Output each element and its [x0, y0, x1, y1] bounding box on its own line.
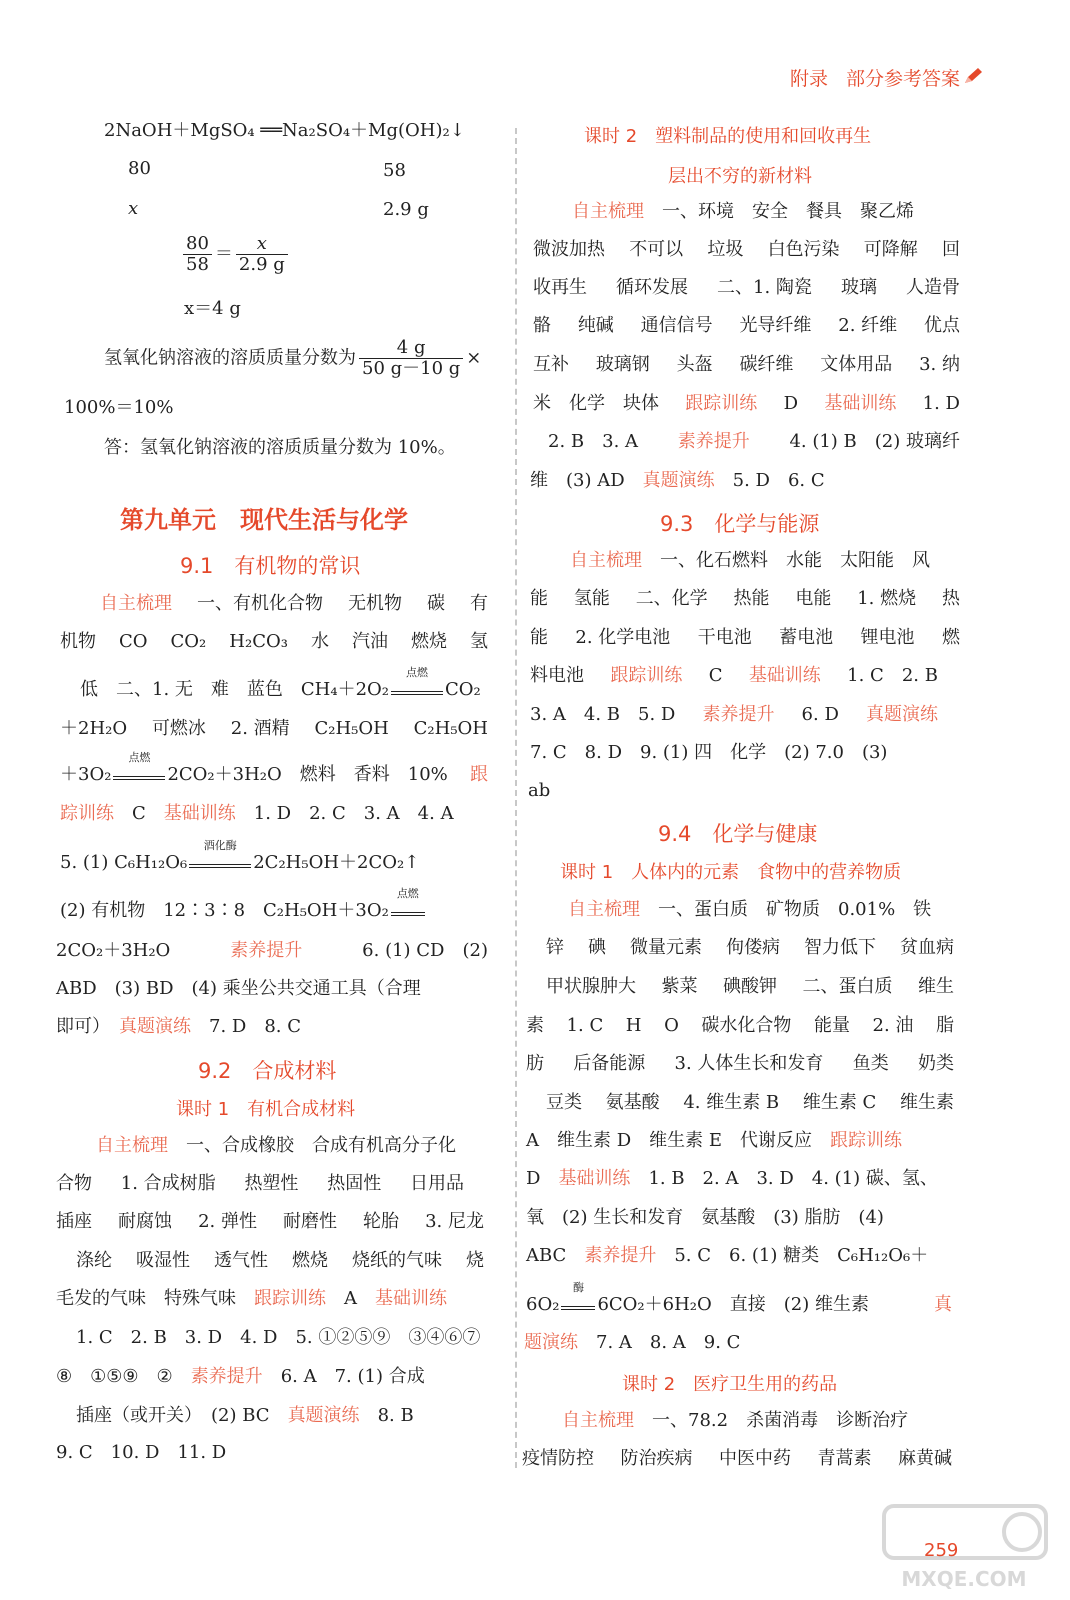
t: 紫菜	[661, 976, 698, 997]
label-genzong: 跟	[470, 764, 488, 785]
line-e1	[568, 897, 931, 923]
t: H	[625, 1015, 642, 1036]
t: 4. (1) B (2) 玻璃纤	[789, 431, 960, 452]
label-zizhu: 自主梳理	[570, 550, 642, 571]
t: 麻黄碱	[898, 1448, 952, 1469]
t: 能量	[813, 1015, 850, 1036]
line-b7	[56, 1364, 425, 1390]
line-c4	[533, 313, 960, 339]
t: 烧纸的气味	[352, 1250, 442, 1271]
line-e11	[526, 1281, 952, 1318]
t: 肪	[526, 1053, 544, 1074]
t: 1. 燃烧	[857, 588, 917, 609]
mass-den: 50 g－10 g	[362, 358, 461, 379]
t: 甲状腺肿大	[546, 976, 636, 997]
t: 1. C	[566, 1015, 604, 1036]
reaction-arrow	[113, 751, 165, 780]
t: H₂CO₃	[229, 631, 288, 652]
t: 轮胎	[363, 1211, 400, 1232]
t: 7. D 8. C	[209, 1016, 301, 1037]
line-c7	[548, 429, 960, 455]
t: 燃烧	[410, 631, 447, 652]
t: CO₂	[170, 631, 207, 652]
t: 干电池	[697, 627, 752, 648]
t: 6O₂	[526, 1294, 560, 1315]
t: D	[526, 1168, 541, 1189]
arrow-condition: 点燃	[406, 666, 429, 679]
t: 燃	[941, 627, 960, 648]
t: 1. D 2. C 3. A 4. A	[253, 803, 454, 824]
mass-fraction-line	[104, 338, 481, 379]
t: 2. 纤维	[838, 315, 898, 336]
label-zizhu: 自主梳理	[96, 1135, 168, 1156]
arrow-condition: 酒化酶	[203, 839, 237, 852]
line-a7	[60, 839, 420, 876]
line-e5	[526, 1051, 954, 1077]
t: 6. D	[801, 704, 839, 725]
t: 锂电池	[860, 627, 915, 648]
line-b1	[96, 1133, 456, 1159]
t: 不可以	[629, 239, 684, 260]
label-jichu: 基础训练	[748, 665, 821, 686]
t: 氢能	[573, 588, 610, 609]
t: 白色污染	[767, 239, 840, 260]
t: 互补	[533, 354, 569, 375]
t: 循环发展	[616, 277, 689, 298]
t: 维生	[918, 976, 954, 997]
t: 脂	[935, 1015, 954, 1036]
t: 智力低下	[804, 937, 876, 958]
t: 二、化学	[635, 588, 708, 609]
t: 2. 弹性	[198, 1211, 257, 1232]
t: 一、78.2 杀菌消毒 诊断治疗	[652, 1410, 909, 1431]
t: 通信信号	[640, 315, 713, 336]
line-e3	[546, 974, 954, 1000]
answer-line: 答：氢氧化钠溶液的溶质质量分数为 10%。	[104, 437, 456, 458]
t: 人造骨	[905, 277, 960, 298]
t: 收再生	[533, 277, 587, 298]
line-d7: ab	[528, 780, 551, 801]
t: 垃圾	[707, 239, 744, 260]
reaction-arrow	[391, 887, 425, 916]
t: 青蒿素	[817, 1448, 872, 1469]
label-jichu: 基础训练	[375, 1288, 447, 1309]
t: 3. 尼龙	[425, 1211, 484, 1232]
arrow-condition: 酶	[572, 1281, 584, 1294]
line-e9: 氧 (2) 生长和发育 氨基酸 (3) 脂肪 (4)	[526, 1207, 884, 1228]
label-genzong: 跟踪训练	[254, 1288, 326, 1309]
t: 涤纶	[76, 1250, 112, 1271]
t: 头盔	[676, 354, 713, 375]
line-a9	[56, 938, 488, 964]
lesson-9-4-2: 课时 2 医疗卫生用的药品	[622, 1374, 838, 1395]
ratio-mass: 2.9 g	[383, 199, 429, 220]
x-result: x＝4 g	[184, 298, 241, 319]
t: 低 二、1. 无 难 蓝色 CH₄＋2O₂	[80, 679, 390, 700]
t: A	[344, 1288, 357, 1309]
prop-num-1: 80	[183, 234, 212, 255]
header-appendix: 附录	[789, 68, 828, 90]
line-c3	[533, 275, 960, 301]
t: 维生素 C	[802, 1092, 877, 1113]
label-suyang: 素养提升	[230, 940, 303, 961]
line-d6: 7. C 8. D 9. (1) 四 化学 (2) 7.0 (3)	[530, 742, 888, 763]
section-9-4: 9.4 化学与健康	[658, 822, 818, 846]
t: 能	[530, 588, 548, 609]
watermark-logo	[880, 1500, 1050, 1595]
t: 维生素	[899, 1092, 954, 1113]
t: 1. D	[922, 393, 960, 414]
page-number: 259	[924, 1540, 959, 1561]
label-jichu: 基础训练	[558, 1168, 631, 1189]
line-c5	[533, 352, 960, 378]
t: 5. D 6. C	[732, 470, 825, 491]
label-suyang: 素养提升	[190, 1366, 263, 1387]
t: 水	[310, 631, 329, 652]
t: 吸湿性	[136, 1250, 190, 1271]
t: 2CO₂＋3H₂O	[56, 940, 171, 961]
t: 热能	[733, 588, 770, 609]
label-zizhu: 自主梳理	[568, 899, 640, 920]
line-a10: ABD (3) BD (4) 乘坐公共交通工具（合理	[56, 978, 421, 999]
reaction-arrow	[561, 1281, 595, 1310]
label-zhenti: 真题演练	[287, 1405, 360, 1426]
lesson-9-4-1: 课时 1 人体内的元素 食物中的营养物质	[560, 862, 902, 883]
section-9-1: 9.1 有机物的常识	[180, 554, 361, 578]
lesson-9-2-2: 课时 2 塑料制品的使用和回收再生	[584, 126, 872, 147]
label-zizhu: 自主梳理	[572, 201, 644, 222]
t: 防治疾病	[620, 1448, 693, 1469]
label-zhenti: 题演练	[524, 1332, 578, 1353]
label-suyang: 素养提升	[702, 704, 775, 725]
label-zhenti: 真题演练	[642, 470, 715, 491]
t: 微量元素	[630, 937, 702, 958]
t: 1. C 2. B	[847, 665, 938, 686]
t: 3. 纳	[919, 354, 960, 375]
line-c1	[572, 199, 914, 225]
t: 2. B 3. A	[548, 431, 639, 452]
lesson-9-2-1: 课时 1 有机合成材料	[176, 1099, 356, 1120]
t: C₂H₅OH	[314, 718, 389, 739]
t: 5. (1) C₆H₁₂O₆	[60, 852, 188, 873]
line-a1	[100, 591, 488, 617]
line-e10	[526, 1243, 928, 1269]
t: 插座（或开关） (2) BC	[76, 1405, 270, 1426]
t: 贫血病	[900, 937, 954, 958]
line-e4	[526, 1013, 954, 1039]
line-a5	[60, 751, 488, 788]
line-f2	[522, 1446, 952, 1472]
line-d4	[530, 663, 938, 689]
column-divider	[515, 128, 517, 1468]
label-jichu: 基础训练	[824, 393, 897, 414]
t: 中医中药	[719, 1448, 791, 1469]
line-b8	[76, 1403, 414, 1429]
ratio-x: x	[128, 198, 139, 219]
t: 日用品	[409, 1173, 464, 1194]
t: 一、蛋白质 矿物质 0.01% 铁	[658, 899, 932, 920]
label-zhenti: 真题演练	[865, 704, 938, 725]
t: 碳	[427, 593, 445, 614]
line-b6: 1. C 2. B 3. D 4. D 5. ①②⑤⑨ ③④⑥⑦	[76, 1327, 481, 1348]
t: 料电池	[530, 665, 584, 686]
line-b9: 9. C 10. D 11. D	[56, 1442, 227, 1463]
pencil-icon	[962, 66, 984, 86]
t: 豆类	[546, 1092, 582, 1113]
line-c6	[533, 391, 960, 417]
t: 能	[530, 627, 548, 648]
line-a4	[60, 716, 488, 742]
line-b4	[76, 1248, 484, 1274]
label-zizhu: 自主梳理	[100, 593, 172, 614]
section-9-3: 9.3 化学与能源	[660, 512, 820, 536]
t: 7. A 8. A 9. C	[596, 1332, 741, 1353]
line-e8	[526, 1166, 938, 1192]
t: 文体用品	[820, 354, 893, 375]
line-e7	[526, 1128, 902, 1154]
t: 合物	[56, 1173, 92, 1194]
label-zhenti: 真	[934, 1294, 952, 1315]
t: 碳纤维	[739, 354, 794, 375]
t: 玻璃钢	[595, 354, 650, 375]
t: ＋3O₂	[60, 764, 112, 785]
line-d1	[570, 548, 930, 574]
mass-num: 4 g	[359, 338, 463, 359]
t: 可降解	[863, 239, 918, 260]
t: 热固性	[327, 1173, 382, 1194]
line-c2	[533, 237, 960, 263]
line-c8	[530, 468, 825, 494]
t: 8. B	[377, 1405, 414, 1426]
t: 微波加热	[533, 239, 605, 260]
label-genzong: 跟踪训练	[830, 1130, 903, 1151]
t: 有	[470, 593, 488, 614]
t: 优点	[923, 315, 960, 336]
t: 电能	[795, 588, 832, 609]
t: C	[708, 665, 723, 686]
t: 光导纤维	[739, 315, 812, 336]
t: 一、环境 安全 餐具 聚乙烯	[662, 201, 914, 222]
equation-line: 2NaOH＋MgSO₄ ══Na₂SO₄＋Mg(OH)₂↓	[104, 120, 465, 141]
label-zizhu: 自主梳理	[562, 1410, 634, 1431]
line-b2	[56, 1171, 464, 1197]
t: 一、有机化合物	[197, 593, 323, 614]
t: 燃烧	[292, 1250, 328, 1271]
t: 2CO₂＋3H₂O 燃料 香料 10%	[167, 764, 448, 785]
t: C	[132, 803, 146, 824]
line-d3	[530, 625, 960, 651]
t: 汽油	[351, 631, 388, 652]
t: CO₂	[445, 679, 481, 700]
line-d5	[530, 702, 938, 728]
t: (2) 有机物 12∶3∶8 C₂H₅OH＋3O₂	[60, 900, 389, 921]
t: 即可）	[56, 1016, 101, 1037]
t: 氨基酸	[605, 1092, 660, 1113]
t: 耐磨性	[283, 1211, 337, 1232]
label-zhenti: 真题演练	[119, 1016, 191, 1037]
t: 纯碱	[577, 315, 614, 336]
line-d2	[530, 586, 960, 612]
t: 1. 合成树脂	[120, 1173, 216, 1194]
t: ABC	[526, 1245, 567, 1266]
t: 3. 人体生长和发育	[674, 1053, 824, 1074]
label-jichu: 基础训练	[163, 803, 236, 824]
label-suyang: 素养提升	[584, 1245, 657, 1266]
t: ＋2H₂O	[60, 718, 128, 739]
t: 米 化学 块体	[533, 393, 659, 414]
mass-fraction-text: 氢氧化钠溶液的溶质质量分数为	[104, 347, 356, 369]
t: CO	[119, 631, 148, 652]
t: 可燃冰	[151, 718, 206, 739]
times-sign: ×	[466, 347, 482, 369]
t: 2. 油	[872, 1015, 914, 1036]
t: 毛发的气味 特殊气味	[56, 1288, 236, 1309]
t: 无机物	[348, 593, 402, 614]
t: 热塑性	[244, 1173, 299, 1194]
watermark-text: MXQE.COM	[901, 1567, 1027, 1591]
t: 疫情防控	[522, 1448, 594, 1469]
t: 蓄电池	[779, 627, 834, 648]
line-e6	[546, 1090, 954, 1116]
mass-result: 100%＝10%	[64, 397, 174, 418]
arrow-condition: 点燃	[128, 751, 151, 764]
t: 锌	[546, 937, 564, 958]
prop-num-2: x	[236, 234, 288, 255]
ratio-58: 58	[383, 160, 406, 181]
t: 4. 维生素 B	[683, 1092, 780, 1113]
reaction-arrow	[189, 839, 251, 868]
unit-title: 第九单元 现代生活与化学	[120, 506, 408, 534]
t: 透气性	[214, 1250, 268, 1271]
line-b3	[56, 1209, 484, 1235]
t: 机物	[60, 631, 96, 652]
label-genzong: 跟踪训练	[610, 665, 683, 686]
t: 热	[941, 588, 960, 609]
t: A 维生素 D 维生素 E 代谢反应	[526, 1130, 813, 1151]
t: 二、蛋白质	[802, 976, 893, 997]
proportion: $\frac{80}{58}$ ＝ $\frac{x}{2.9 g}$	[180, 234, 291, 275]
t: 2. 化学电池	[575, 627, 671, 648]
t: 回	[941, 239, 960, 260]
t: 2. 酒精	[230, 718, 290, 739]
t: 二、1. 陶瓷	[717, 277, 812, 298]
header-answers: 部分参考答案	[845, 68, 960, 90]
t: 1. B 2. A 3. D 4. (1) 碳、氢、	[648, 1168, 938, 1189]
t: D	[783, 393, 799, 414]
label-genzong: 踪训练	[60, 803, 114, 824]
line-a11	[56, 1014, 301, 1040]
line-a3	[80, 666, 481, 703]
t: 鱼类	[852, 1053, 889, 1074]
section-9-2: 9.2 合成材料	[198, 1059, 337, 1083]
t: 后备能源	[573, 1053, 646, 1074]
line-e2	[546, 935, 954, 961]
t: 6. (1) CD (2)	[362, 940, 488, 961]
ratio-80: 80	[128, 158, 151, 179]
t: 素	[526, 1015, 544, 1036]
t: 奶类	[917, 1053, 954, 1074]
running-header	[790, 64, 960, 91]
t: 2C₂H₅OH＋2CO₂↑	[253, 852, 420, 873]
t: 插座	[56, 1211, 92, 1232]
line-e12	[524, 1330, 740, 1356]
label-genzong: 跟踪训练	[685, 393, 758, 414]
t: C₂H₅OH	[413, 718, 488, 739]
prop-den-1: 58	[186, 254, 209, 275]
line-a6	[60, 801, 454, 827]
t: 6. A 7. (1) 合成	[280, 1366, 425, 1387]
label-suyang: 素养提升	[677, 431, 750, 452]
t: 玻璃	[840, 277, 877, 298]
line-a2	[60, 629, 488, 655]
t: 6CO₂＋6H₂O 直接 (2) 维生素	[597, 1294, 869, 1315]
arrow-condition: 点燃	[396, 887, 419, 900]
t: ⑧ ①⑤⑨ ②	[56, 1366, 173, 1387]
t: 佝偻病	[726, 937, 780, 958]
line-a8	[60, 887, 427, 924]
t: 碘	[588, 937, 606, 958]
line-b5	[56, 1286, 447, 1312]
t: O	[664, 1015, 679, 1036]
t: 5. C 6. (1) 糖类 C₆H₁₂O₆＋	[674, 1245, 929, 1266]
t: 耐腐蚀	[118, 1211, 173, 1232]
t: 氢	[469, 631, 488, 652]
t: 3. A 4. B 5. D	[530, 704, 676, 725]
t: 烧	[466, 1250, 484, 1271]
line-f1	[562, 1408, 908, 1434]
t: 碘酸钾	[723, 976, 777, 997]
lesson-9-2-2-b: 层出不穷的新材料	[668, 166, 812, 187]
t: 维 (3) AD	[530, 470, 625, 491]
t: 碳水化合物	[701, 1015, 792, 1036]
t: 骼	[533, 315, 551, 336]
t: 一、化石燃料 水能 太阳能 风	[660, 550, 930, 571]
reaction-arrow	[391, 666, 443, 695]
prop-den-2: 2.9 g	[238, 254, 285, 275]
t: 一、合成橡胶 合成有机高分子化	[186, 1135, 456, 1156]
